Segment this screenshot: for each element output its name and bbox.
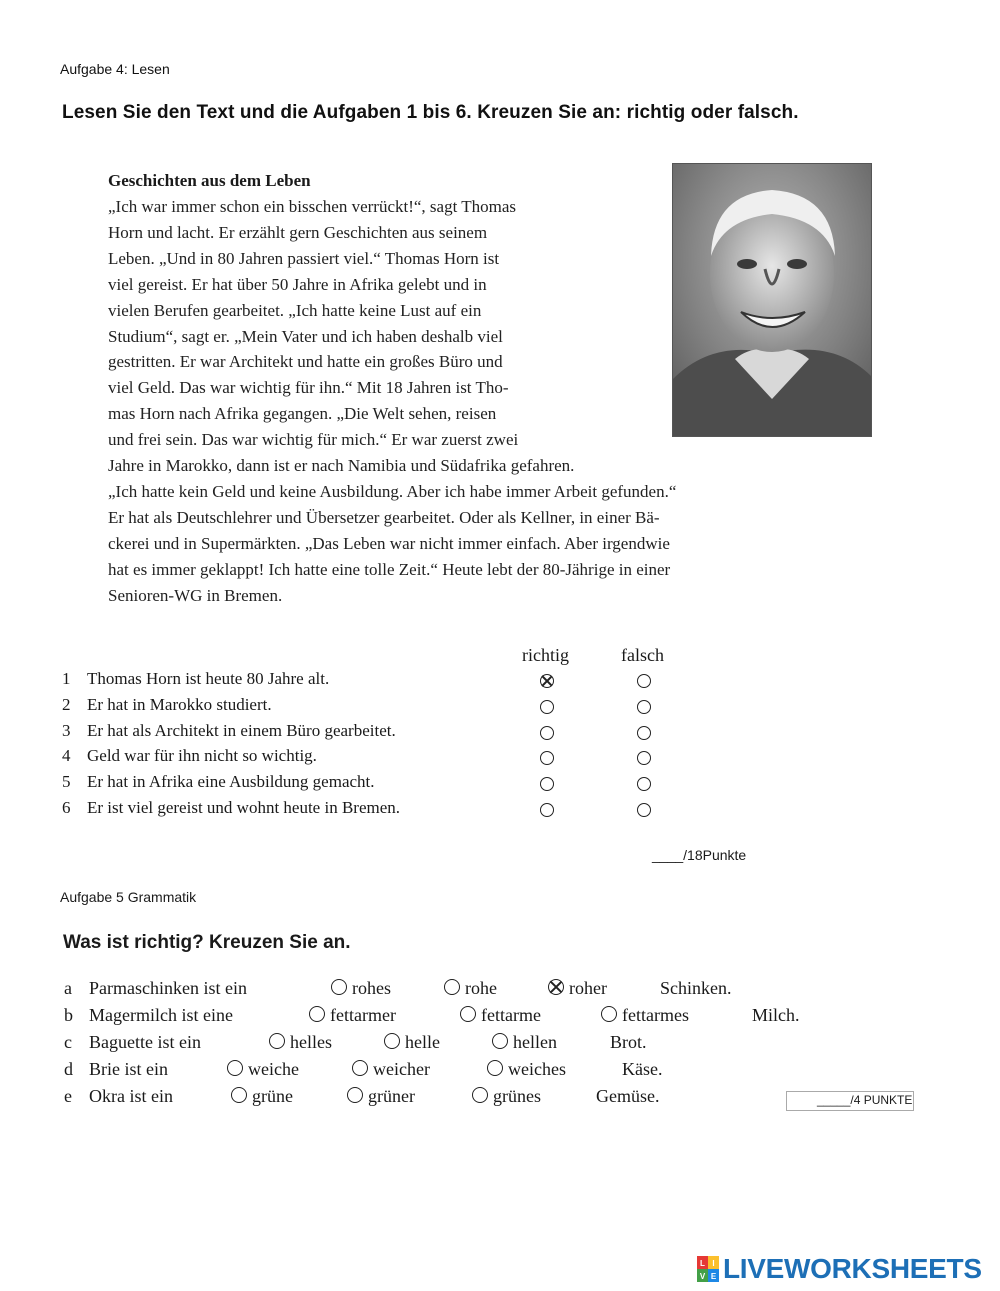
story-line: hat es immer geklappt! Ich hatte eine tolle Zeit.“ Heute lebt der 80-Jährige in einer [108,559,671,579]
statement-number: 4 [62,746,71,765]
liveworksheets-logo [697,1253,997,1285]
task4-label: Aufgabe 4: Lesen [60,61,170,77]
statement-text: Geld war für ihn nicht so wichtig. [87,746,317,765]
story-line: Leben. „Und in 80 Jahren passiert viel.“ Thomas Horn ist [108,248,500,268]
option-label: rohes [352,978,391,998]
score-task4: ____/18Punkte [652,847,747,863]
grammar-option[interactable] [492,1032,557,1053]
badge-letter: L [700,1259,705,1268]
option-label: grünes [493,1086,541,1106]
story-line: ckerei und in Supermärkten. „Das Leben war nicht immer einfach. Aber irgendwie [108,533,670,553]
column-falsch: falsch [621,645,664,665]
grammar-letter: c [64,1032,72,1052]
story-line: viel gereist. Er hat über 50 Jahre in Afrika gelebt und in [108,274,487,294]
statement-text: Er ist viel gereist und wohnt heute in Bremen. [87,798,401,817]
grammar-stem: Magermilch ist eine [89,1005,233,1025]
falsch-radio[interactable] [637,777,651,791]
option-radio[interactable] [309,1006,325,1022]
grammar-option[interactable] [460,1005,541,1026]
option-label: fettarmer [330,1005,396,1025]
option-label: weicher [373,1059,430,1079]
statement-text: Er hat in Afrika eine Ausbildung gemacht. [87,772,375,791]
statement-row [62,669,702,695]
grammar-letter: a [64,978,72,998]
option-radio[interactable] [231,1087,247,1103]
story-line: Studium“, sagt er. „Mein Vater und ich haben deshalb viel [108,326,503,346]
score-task5 [786,1091,914,1111]
option-radio[interactable] [347,1087,363,1103]
grammar-row [64,1059,944,1085]
statement-text: Er hat als Architekt in einem Büro gearbeitet. [87,721,396,740]
grammar-stem: Baguette ist ein [89,1032,201,1052]
grammar-option[interactable] [548,978,607,999]
story-line: Senioren-WG in Bremen. [108,585,283,605]
portrait-photo [672,163,872,437]
option-label: rohe [465,978,497,998]
grammar-row [64,978,944,1004]
task5-instruction: Was ist richtig? Kreuzen Sie an. [63,932,351,953]
option-radio[interactable] [352,1060,368,1076]
statement-row [62,721,702,747]
statement-number: 1 [62,669,71,688]
falsch-radio[interactable] [637,700,651,714]
option-radio[interactable] [269,1033,285,1049]
option-label: helles [290,1032,332,1052]
grammar-option[interactable] [227,1059,299,1080]
portrait-illustration [673,164,871,436]
option-label: hellen [513,1032,557,1052]
column-richtig: richtig [522,645,569,665]
grammar-stem: Parmaschinken ist ein [89,978,247,998]
option-radio[interactable] [227,1060,243,1076]
statement-text: Er hat in Marokko studiert. [87,695,272,714]
falsch-radio[interactable] [637,803,651,817]
badge-letter: E [710,1272,717,1281]
grammar-option[interactable] [352,1059,430,1080]
option-radio[interactable] [384,1033,400,1049]
grammar-option[interactable] [444,978,497,999]
grammar-row [64,1005,944,1031]
option-label: roher [569,978,607,998]
grammar-noun: Schinken. [660,978,732,998]
grammar-row [64,1032,944,1058]
option-label: fettarme [481,1005,541,1025]
option-label: weiche [248,1059,299,1079]
task4-instruction: Lesen Sie den Text und die Aufgaben 1 bis 6. Kreuzen Sie an: richtig oder falsch. [62,102,799,123]
grammar-option[interactable] [487,1059,566,1080]
story-line: und frei sein. Das war wichtig für mich.“ Er war zuerst zwei [108,430,519,450]
grammar-letter: b [64,1005,73,1025]
statement-number: 6 [62,798,71,817]
option-radio[interactable] [472,1087,488,1103]
story-line: Horn und lacht. Er erzählt gern Geschichten aus seinem [108,222,488,242]
grammar-option[interactable] [472,1086,541,1107]
story-line: gestritten. Er war Architekt und hatte ein großes Büro und [108,352,503,372]
grammar-noun: Brot. [610,1032,647,1052]
falsch-radio[interactable] [637,674,651,688]
option-label: fettarmes [622,1005,689,1025]
statement-number: 2 [62,695,71,714]
grammar-stem: Okra ist ein [89,1086,173,1106]
grammar-noun: Milch. [752,1005,800,1025]
option-radio-checked[interactable] [548,979,564,995]
grammar-option[interactable] [269,1032,332,1053]
score-task5-text: _____/4 PUNKTE [817,1093,913,1107]
grammar-stem: Brie ist ein [89,1059,168,1079]
statement-number: 5 [62,772,71,791]
task5-label: Aufgabe 5 Grammatik [60,889,197,905]
option-label: grüne [252,1086,293,1106]
option-radio[interactable] [487,1060,503,1076]
statement-row [62,772,702,798]
richtig-radio[interactable] [540,751,554,765]
statement-row [62,798,702,824]
option-radio[interactable] [492,1033,508,1049]
logo-text: LIVEWORKSHEETS [723,1253,982,1284]
richtig-radio[interactable] [540,726,554,740]
grammar-letter: d [64,1059,73,1079]
grammar-option[interactable] [231,1086,293,1107]
statement-number: 3 [62,721,71,740]
grammar-option[interactable] [601,1005,689,1026]
badge-letter: V [699,1272,706,1281]
grammar-noun: Gemüse. [596,1086,660,1106]
option-radio[interactable] [331,979,347,995]
option-radio[interactable] [460,1006,476,1022]
statement-row [62,695,702,721]
logo-badge-icon [697,1256,719,1282]
richtig-radio[interactable] [540,777,554,791]
grammar-letter: e [64,1086,72,1106]
option-label: grüner [368,1086,415,1106]
richtig-radio[interactable] [540,700,554,714]
story-line: vielen Berufen gearbeitet. „Ich hatte keine Lust auf ein [108,300,482,320]
grammar-option[interactable] [347,1086,415,1107]
option-radio[interactable] [444,979,460,995]
story-line: mas Horn nach Afrika gegangen. „Die Welt sehen, reisen [108,404,497,424]
grammar-noun: Käse. [622,1059,663,1079]
falsch-radio[interactable] [637,751,651,765]
option-label: helle [405,1032,440,1052]
story-line: viel Geld. Das war wichtig für ihn.“ Mit 18 Jahren ist Tho- [108,378,509,398]
statement-text: Thomas Horn ist heute 80 Jahre alt. [87,669,330,688]
grammar-option[interactable] [309,1005,396,1026]
story-line: „Ich war immer schon ein bisschen verrückt!“, sagt Thomas [108,197,517,216]
option-label: weiches [508,1059,566,1079]
falsch-radio[interactable] [637,726,651,740]
badge-letter: I [712,1259,715,1268]
story-title: Geschichten aus dem Leben [108,171,311,190]
story-line: Er hat als Deutschlehrer und Übersetzer gearbeitet. Oder als Kellner, in einer Bä- [108,507,660,527]
story-line: „Ich hatte kein Geld und keine Ausbildung. Aber ich habe immer Arbeit gefunden.“ [108,481,677,501]
option-radio[interactable] [601,1006,617,1022]
statement-row [62,746,702,772]
richtig-radio[interactable] [540,803,554,817]
richtig-radio-checked[interactable] [540,674,554,688]
grammar-option[interactable] [384,1032,440,1053]
story-line: Jahre in Marokko, dann ist er nach Namibia und Südafrika gefahren. [108,456,575,476]
grammar-option[interactable] [331,978,391,999]
